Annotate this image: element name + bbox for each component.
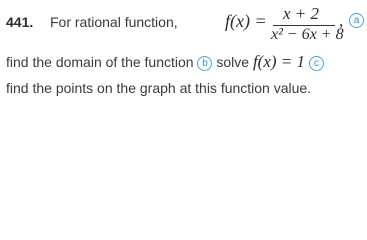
fraction-denominator: x² − 6x + 8 — [271, 26, 344, 43]
problem-statement-line-2 — [6, 52, 324, 72]
problem-statement-line-1 — [6, 0, 361, 48]
function-lhs: f(x) = — [225, 11, 267, 31]
fraction-numerator: x + 2 — [283, 4, 320, 23]
part-c-text: find the points on the graph at this function value. — [6, 80, 312, 96]
part-a-badge: a — [349, 13, 364, 28]
problem-intro: For rational function, — [50, 14, 178, 30]
part-c-badge: c — [309, 56, 324, 71]
part-b-text: solve — [216, 54, 250, 70]
part-b-equation: f(x) = 1 — [252, 52, 305, 71]
part-a-text: find the domain of the function — [6, 54, 194, 70]
rational-expression — [271, 4, 344, 44]
part-b-badge: b — [197, 56, 212, 71]
trailing-comma: , — [339, 11, 344, 30]
problem-number: 441. — [6, 14, 34, 30]
